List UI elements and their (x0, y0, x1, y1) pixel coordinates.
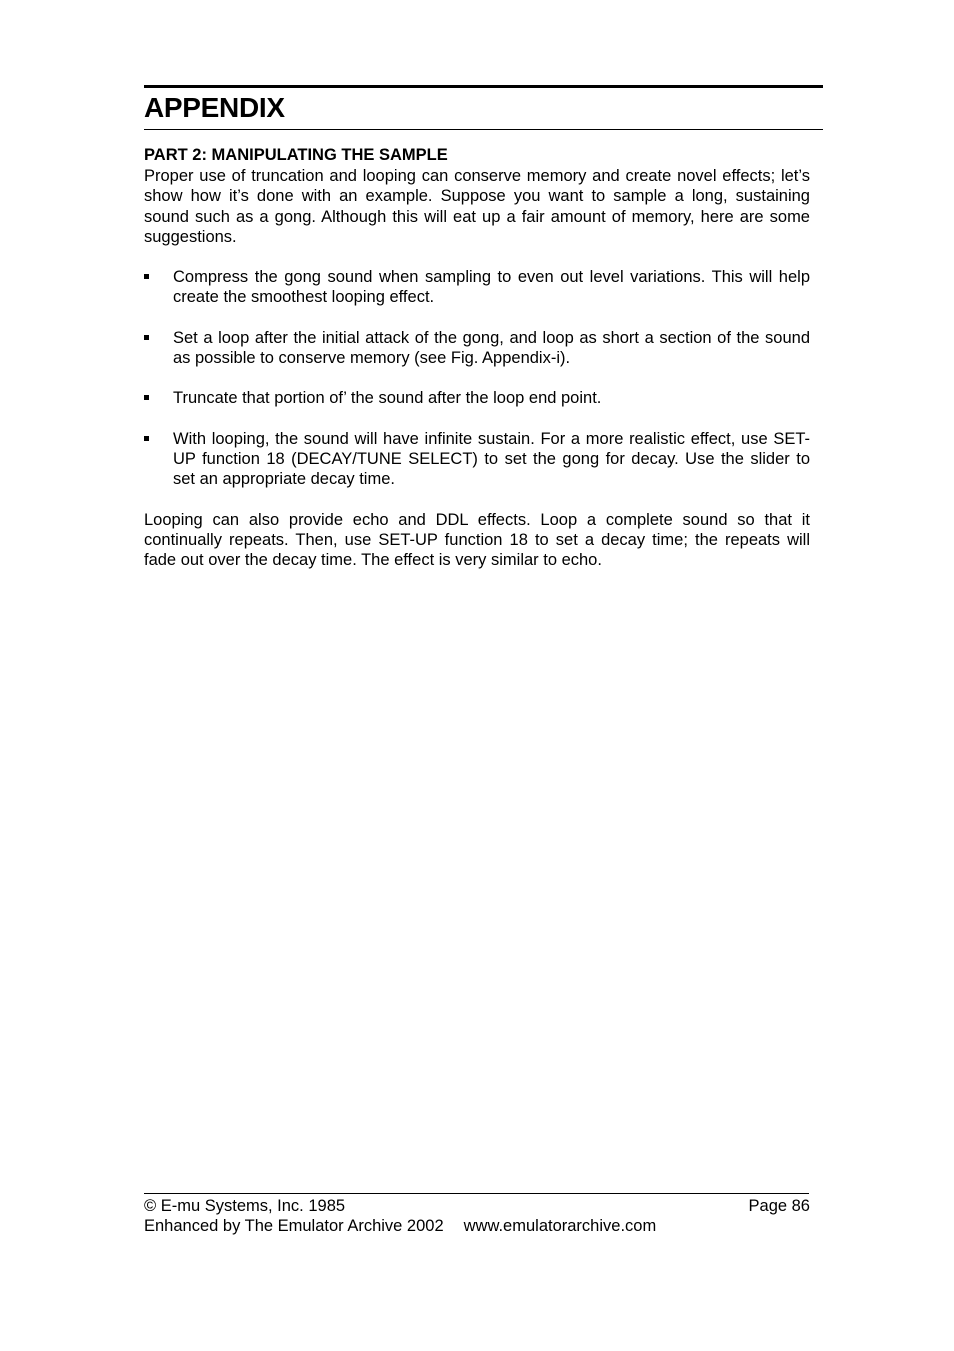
website-text: www.emulatorarchive.com (463, 1217, 657, 1235)
enhanced-by-text: Enhanced by The Emulator Archive 2002 (144, 1217, 444, 1235)
page-number: Page 86 (748, 1197, 810, 1215)
main-content (144, 145, 810, 570)
closing-paragraph: Looping can also provide echo and DDL effects. Loop a complete sound so that it continually repeats. Then, use SET-UP function 18 to set a decay time; the repeats will fade out over the decay time. The effect is very similar to echo. (144, 510, 810, 570)
bullet-square-icon (144, 395, 149, 400)
list-item (144, 267, 810, 308)
list-item (144, 388, 810, 408)
bullet-square-icon (144, 436, 149, 441)
suggestion-list (144, 267, 810, 489)
list-item (144, 328, 810, 369)
list-item (144, 429, 810, 490)
header-bottom-rule (144, 129, 823, 130)
list-item-text: Compress the gong sound when sampling to even out level variations. This will help create the smoothest looping effect. (173, 268, 810, 307)
page-title: APPENDIX (144, 92, 285, 123)
footer-rule (144, 1193, 809, 1194)
section-heading: PART 2: MANIPULATING THE SAMPLE (144, 146, 448, 164)
footer-row-2 (144, 1216, 810, 1236)
bullet-square-icon (144, 274, 149, 279)
list-item-text: Set a loop after the initial attack of the gong, and loop as short a section of the sound as possible to conserve memory (see Fig. Appendix-i). (173, 328, 810, 368)
footer-row-1 (144, 1196, 810, 1216)
list-item-text: Truncate that portion of’ the sound after the loop end point. (173, 389, 602, 408)
copyright-text: © E-mu Systems, Inc. 1985 (144, 1197, 346, 1215)
header-top-rule (144, 85, 823, 88)
intro-paragraph: Proper use of truncation and looping can conserve memory and create novel effects; let’s show how it’s done with an example. Suppose you want to sample a long, sustaining sound such as a gong. Although this will eat up a fair amount of memory, here are some suggestions. (144, 167, 810, 246)
bullet-square-icon (144, 335, 149, 340)
page-footer (144, 1196, 810, 1236)
list-item-text: With looping, the sound will have infinite sustain. For a more realistic effect, use SET-UP function 18 (DECAY/TUNE SELECT) to set the gong for decay. Use the slider to set an appropriate decay time. (173, 429, 810, 489)
